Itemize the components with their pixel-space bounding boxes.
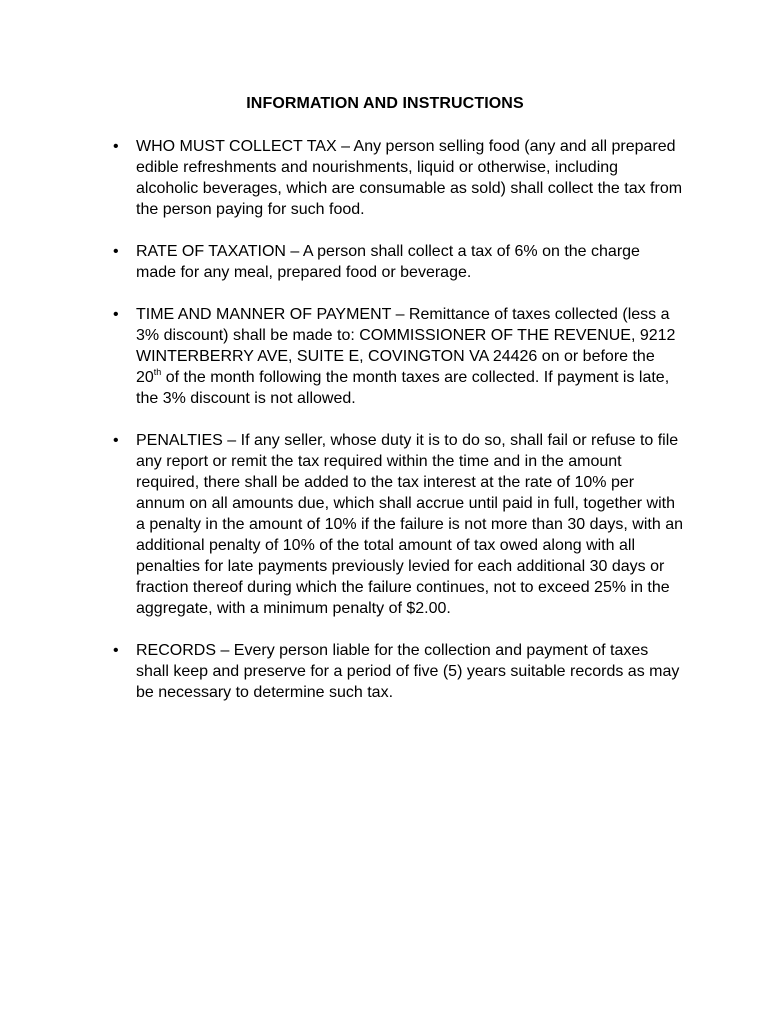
list-item-penalties [0,430,770,619]
bullet-icon: • [113,306,119,323]
list-item-rate-of-taxation [0,241,770,283]
list-item-who-must-collect [0,136,770,220]
list-item-text: RECORDS – Every person liable for the collection and payment of taxes shall keep and preserve for a period of five (5) years suitable records as may be necessary to determine such tax. [136,642,680,701]
bullet-icon: • [113,243,119,260]
bullet-icon: • [113,432,119,449]
list-item-text: WHO MUST COLLECT TAX – Any person selling food (any and all prepared edible refreshments and nourishments, liquid or otherwise, including alcoholic beverages, which are consumable as sold) shall collect the tax from the person paying for such food. [136,138,683,218]
list-item-text: PENALTIES – If any seller, whose duty it is to do so, shall fail or refuse to file any report or remit the tax required within the time and in the amount required, there shall be added to the tax interest at the rate of 10% per annum on all amounts due, which shall accrue until paid in full, together with a penalty in the amount of 10% if the failure is not more than 30 days, with an additional penalty of 10% of the total amount of tax owed along with all penalties for late payments previously levied for each additional 30 days or fraction thereof during which the failure continues, not to exceed 25% in the aggregate, with a minimum penalty of $2.00. [136,432,683,617]
list-item-time-and-manner [0,304,770,409]
page-title: INFORMATION AND INSTRUCTIONS [246,95,524,112]
list-item-text-part: TIME AND MANNER OF PAYMENT – Remittance of taxes collected (less a 3% discount) shall be made to: COMMISSIONER OF THE REVENUE, 9212 WINTERBERRY AVE, SUITE E, COVINGTON VA 24426 on or before the 20 [136,306,676,386]
bullet-icon: • [113,642,119,659]
ordinal-superscript: th [153,367,162,377]
instructions-list [0,136,770,724]
list-item-text [136,306,675,407]
list-item-text: RATE OF TAXATION – A person shall collect a tax of 6% on the charge made for any meal, prepared food or beverage. [136,243,640,281]
bullet-icon: • [113,138,119,155]
list-item-text-part: of the month following the month taxes are collected. If payment is late, the 3% discount is not allowed. [136,369,670,407]
list-item-records [0,640,770,703]
